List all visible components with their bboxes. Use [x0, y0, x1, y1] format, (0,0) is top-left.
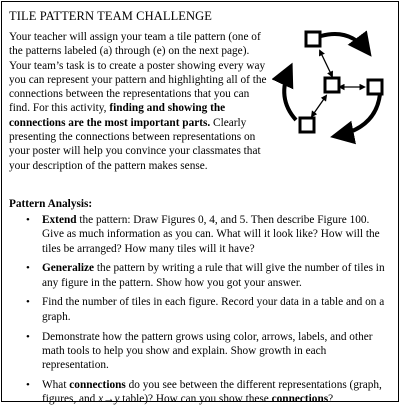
list-item: [2, 378, 394, 407]
xy-table-label: x→y: [98, 393, 120, 406]
bullet-keyword: connections: [271, 393, 329, 406]
bullet-text: Find the number of tiles in each figure. Record your data in a table and on a graph.: [42, 296, 385, 323]
square-node-icon: [300, 118, 314, 132]
bullet-keyword: Generalize: [42, 262, 95, 275]
bullet-text: ?: [328, 393, 334, 406]
bullet-text: What: [42, 378, 70, 391]
pattern-analysis-heading: Pattern Analysis:: [9, 198, 93, 210]
bullet-icon: •: [26, 378, 30, 391]
intro-bold-text: finding and showing the connections are the most important parts.: [9, 102, 226, 129]
intro-text-1: Your teacher will assign your team a tile pattern (one of the patterns labeled (a) through (e) on the next page). Your team’s task is to create a poster showing every way you can represent your pattern and highlighting all of the connections between the representations that you can find. For this activity,: [9, 31, 267, 115]
curved-arrow-icon: [284, 68, 296, 120]
bullet-icon: •: [26, 330, 30, 343]
bullet-text: the pattern: Draw Figures 0, 4, and 5. Then describe Figure 100. Give as much information as you can. What will it look like? How will the tiles be arranged? How many tiles will it have?: [42, 214, 380, 255]
list-item: [2, 261, 394, 290]
worksheet-page: [1, 1, 399, 406]
representations-cycle-diagram: [272, 24, 394, 152]
double-arrow-icon: [312, 96, 326, 116]
bullet-keyword: Extend: [42, 214, 77, 226]
intro-paragraph: [9, 30, 267, 173]
bullet-keyword: connections: [69, 378, 126, 391]
curved-arrow-icon: [336, 94, 380, 136]
list-item: [2, 213, 394, 256]
list-item: [2, 330, 394, 373]
square-node-icon: [306, 32, 320, 46]
bullet-text: the pattern by writing a rule that will give the number of tiles in any figure in the pattern. Show how you got your answer.: [42, 262, 385, 289]
bullet-text: table)? How can you show these: [119, 393, 272, 406]
list-item: [2, 295, 394, 324]
bullet-icon: •: [26, 262, 30, 275]
double-arrow-icon: [320, 51, 332, 76]
bullet-icon: •: [26, 214, 30, 226]
bullet-icon: •: [26, 296, 30, 309]
page-title: TILE PATTERN TEAM CHALLENGE: [9, 9, 213, 23]
bullet-text: Demonstrate how the pattern grows using color, arrows, labels, and other math tools to help you show and explain. Show growth in each representation.: [42, 330, 373, 372]
analysis-bullet-list: [2, 213, 394, 412]
square-node-icon: [368, 80, 382, 94]
curved-arrow-icon: [321, 34, 368, 52]
intro-text-2: Clearly presenting the connections between representations on your poster will help you convince your classmates that your description of the pattern makes sense.: [9, 116, 261, 172]
square-node-icon: [325, 78, 339, 92]
bullet-text: do you see between the different representations (graph, figures, and: [42, 378, 382, 406]
